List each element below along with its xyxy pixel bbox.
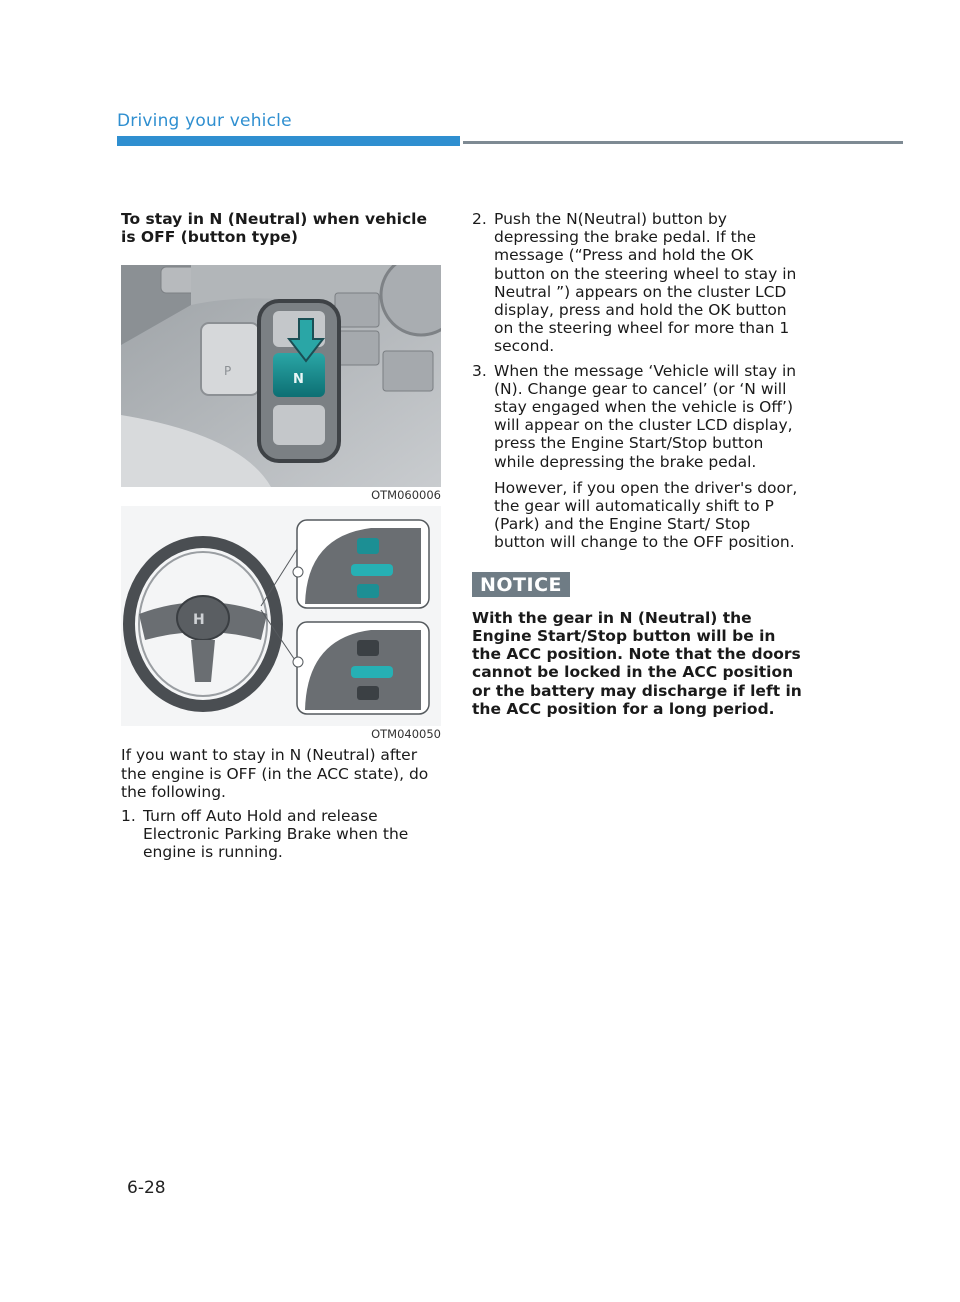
header-accent-bar [117, 136, 460, 146]
step-number: 2. [472, 210, 487, 228]
shift-button-illustration [121, 265, 441, 487]
steering-wheel-illustration [121, 506, 441, 726]
step-item [472, 362, 802, 471]
figure-shift-buttons [121, 265, 441, 487]
header-rule [463, 141, 903, 144]
page-number: 6-28 [127, 1178, 166, 1198]
right-column [472, 210, 802, 718]
step-item [472, 210, 802, 356]
however-paragraph: However, if you open the driver's door, the gear will automatically shift to P (Park) and the Engine Start/ Stop button will change to the OFF position. [494, 478, 798, 552]
section-heading: To stay in N (Neutral) when vehicle is OFF (button type) [121, 210, 427, 247]
brand-logo-icon: H [193, 612, 205, 629]
step-item [121, 807, 443, 862]
step-text: Turn off Auto Hold and release Electronic Parking Brake when the engine is running. [143, 807, 409, 862]
figure-code: OTM040050 [371, 727, 441, 742]
notice-badge: NOTICE [472, 572, 570, 597]
step-text: When the message ‘Vehicle will stay in (N). Change gear to cancel’ (or ‘N will stay engaged when the vehicle is Off’) will appear on the cluster LCD display, press the Engine Start/Stop button while depressing the brake pedal. [494, 361, 797, 471]
step-number: 3. [472, 361, 487, 380]
section-title: Driving your vehicle [117, 111, 292, 131]
n-button-label: N [293, 372, 304, 388]
figure-code: OTM060006 [371, 488, 441, 503]
figure-steering-wheel [121, 506, 441, 726]
notice-text: With the gear in N (Neutral) the Engine Start/Stop button will be in the ACC position. Note that the doors cannot be locked in the ACC position or the battery may discharge if left in the ACC position for a long period. [472, 608, 802, 718]
p-button-label: P [224, 364, 232, 379]
step-number: 1. [121, 807, 136, 826]
intro-paragraph: If you want to stay in N (Neutral) after the engine is OFF (in the ACC state), do the following. [121, 746, 429, 801]
left-column [121, 210, 443, 862]
step-text: Push the N(Neutral) button by depressing the brake pedal. If the message (“Press and hold the OK button on the steering wheel to stay in Neutral ”) appears on the cluster LCD display, press and hold the OK button on the steering wheel for more than 1 second. [494, 210, 797, 356]
